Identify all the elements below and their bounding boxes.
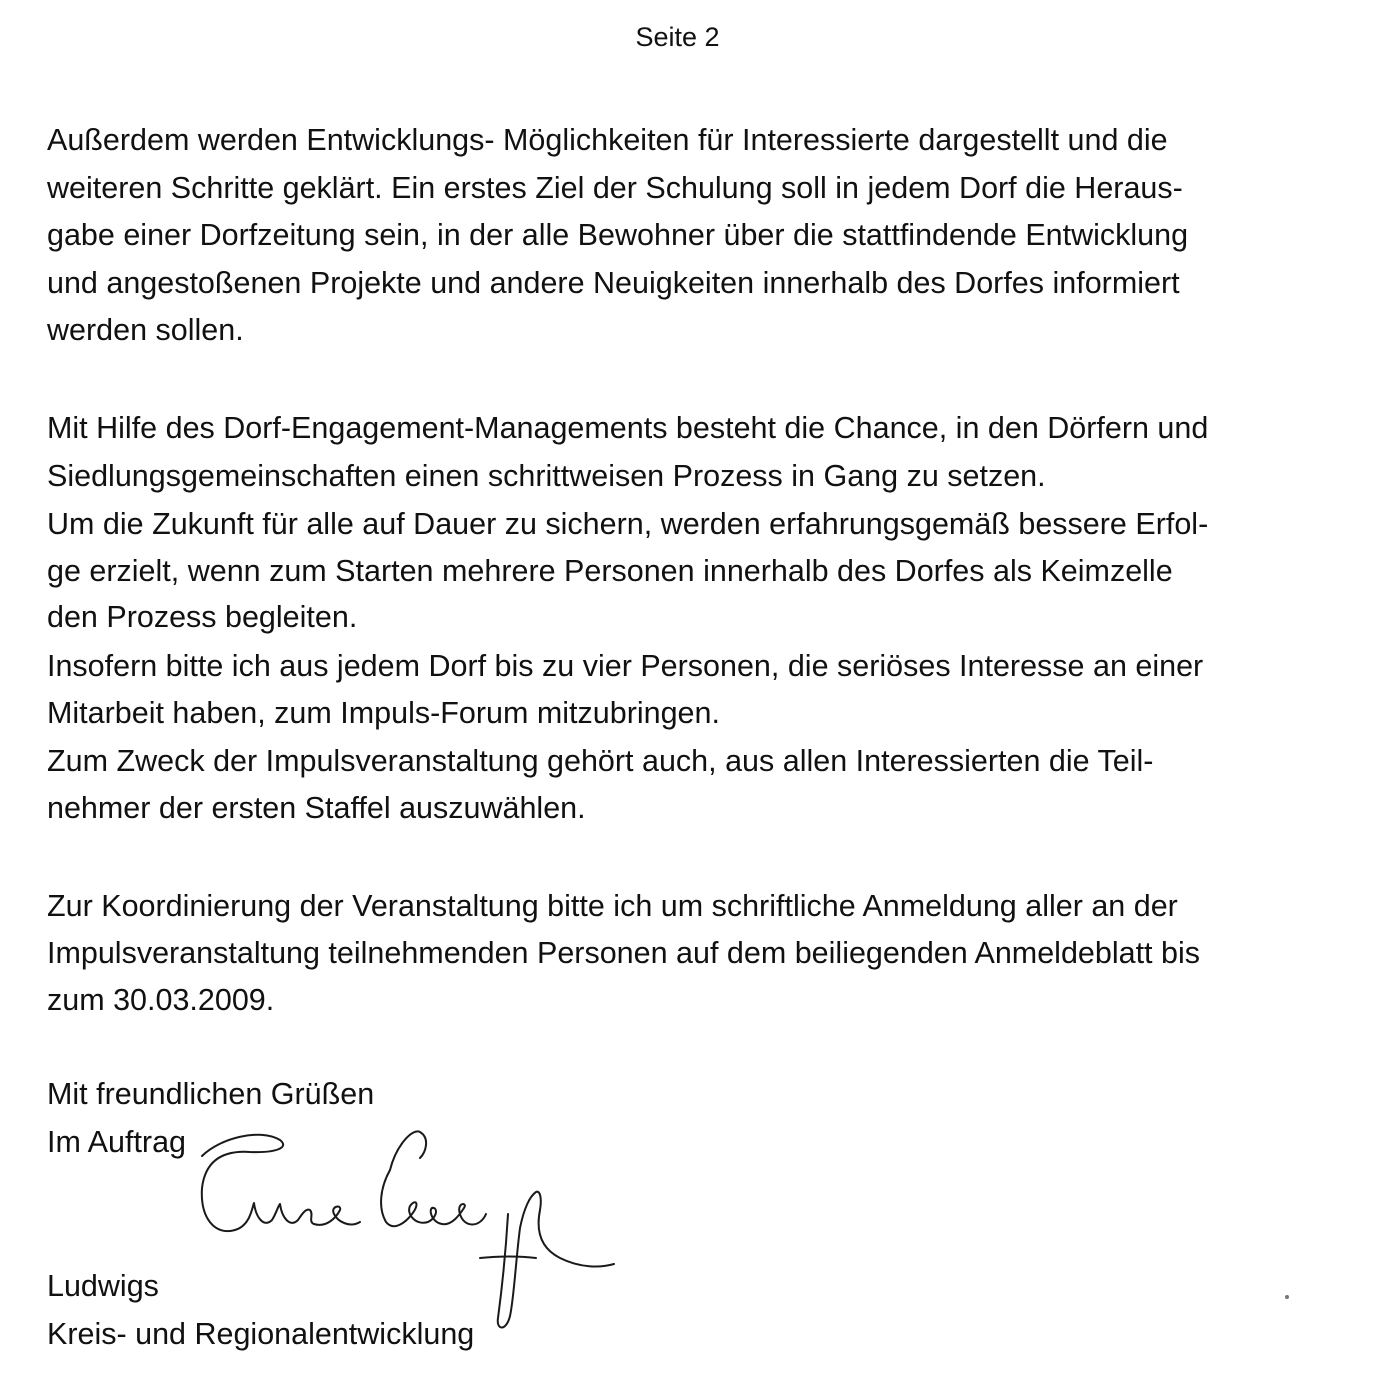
paragraph-3-line: zum 30.03.2009. [47,983,275,1017]
signer-name: Ludwigs [47,1269,159,1303]
closing-greeting: Mit freundlichen Grüßen [47,1077,375,1111]
paragraph-2-line: den Prozess begleiten. [47,600,358,634]
paragraph-2-line: Insofern bitte ich aus jedem Dorf bis zu vier Personen, die seriöses Interesse an einer [47,649,1204,683]
paragraph-1-line: Außerdem werden Entwicklungs- Möglichkeiten für Interessierte dargestellt und die [47,123,1168,157]
paragraph-1-line: weiteren Schritte geklärt. Ein erstes Ziel der Schulung soll in jedem Dorf die Heraus- [47,171,1183,205]
paragraph-2-line: ge erzielt, wenn zum Starten mehrere Personen innerhalb des Dorfes als Keimzelle [47,554,1173,588]
paragraph-1-line: gabe einer Dorfzeitung sein, in der alle Bewohner über die stattfindende Entwicklung [47,218,1189,252]
paragraph-1-line: und angestoßenen Projekte und andere Neuigkeiten innerhalb des Dorfes informiert [47,266,1180,300]
signer-department: Kreis- und Regionalentwicklung [47,1317,475,1351]
paragraph-2-line: Siedlungsgemeinschaften einen schrittweisen Prozess in Gang zu setzen. [47,459,1046,493]
paragraph-3-line: Impulsveranstaltung teilnehmenden Personen auf dem beiliegenden Anmeldeblatt bis [47,936,1200,970]
on-behalf-label: Im Auftrag [47,1125,187,1159]
paragraph-2-line: Mitarbeit haben, zum Impuls-Forum mitzubringen. [47,696,720,730]
paragraph-1-line: werden sollen. [47,313,244,347]
paragraph-2-line: Zum Zweck der Impulsveranstaltung gehört auch, aus allen Interessierten die Teil- [47,744,1154,778]
paragraph-2-line: Mit Hilfe des Dorf-Engagement-Managements besteht die Chance, in den Dörfern und [47,411,1209,445]
page-number: Seite 2 [635,22,720,52]
paragraph-3-line: Zur Koordinierung der Veranstaltung bitte ich um schriftliche Anmeldung aller an der [47,889,1178,923]
scan-speck [1285,1295,1289,1299]
paragraph-2-line: Um die Zukunft für alle auf Dauer zu sichern, werden erfahrungsgemäß bessere Erfol- [47,507,1209,541]
paragraph-2-line: nehmer der ersten Staffel auszuwählen. [47,791,586,825]
